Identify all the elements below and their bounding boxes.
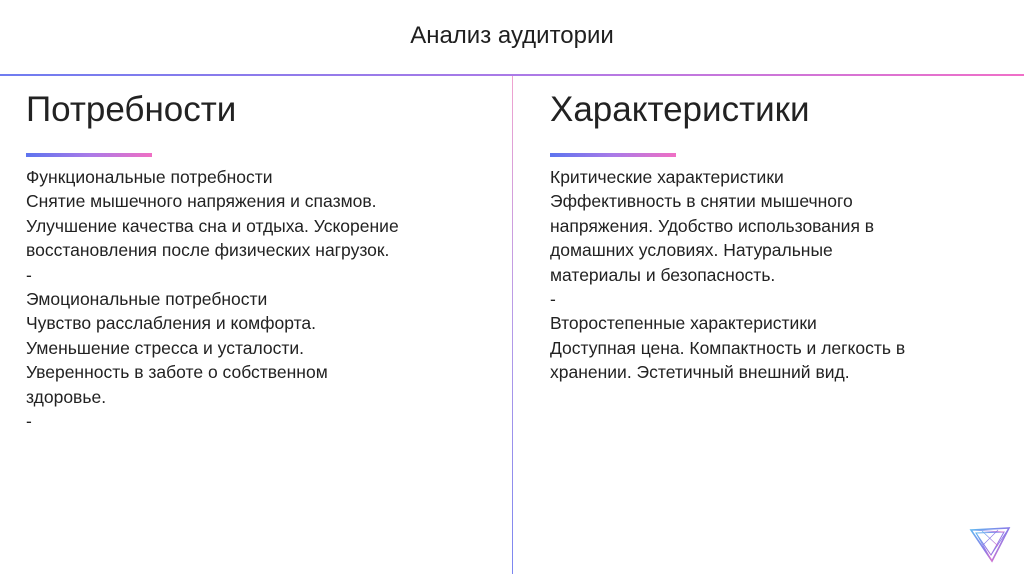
characteristics-line: домашних условиях. Натуральные: [550, 240, 833, 261]
needs-text: [26, 165, 476, 433]
characteristics-line: Эффективность в снятии мышечного: [550, 191, 853, 212]
characteristics-line: напряжения. Удобство использования в: [550, 215, 875, 236]
characteristics-column: [550, 80, 1000, 385]
characteristics-line: Второстепенные характеристики: [550, 313, 817, 334]
needs-accent-bar: [26, 153, 152, 157]
needs-line: Снятие мышечного напряжения и спазмов.: [26, 191, 377, 212]
characteristics-line: материалы и безопасность.: [550, 264, 776, 285]
characteristics-line: хранении. Эстетичный внешний вид.: [550, 362, 850, 383]
needs-line: Уменьшение стресса и усталости.: [26, 337, 305, 358]
needs-line: Эмоциональные потребности: [26, 289, 268, 310]
column-divider: [512, 76, 513, 574]
needs-line: восстановления после физических нагрузок.: [26, 240, 390, 261]
needs-line: -: [26, 411, 32, 432]
characteristics-text: [550, 165, 1000, 385]
needs-line: -: [26, 264, 32, 285]
characteristics-line: -: [550, 289, 556, 310]
needs-line: Улучшение качества сна и отдыха. Ускорение: [26, 215, 399, 236]
slide-title: Анализ аудитории: [410, 22, 614, 49]
needs-line: здоровье.: [26, 386, 107, 407]
needs-heading: Потребности: [26, 90, 237, 129]
needs-line: Функциональные потребности: [26, 167, 273, 187]
characteristics-heading: Характеристики: [550, 90, 810, 129]
characteristics-line: Критические характеристики: [550, 167, 784, 187]
characteristics-accent-bar: [550, 153, 676, 157]
needs-line: Чувство расслабления и комфорта.: [26, 313, 316, 334]
characteristics-line: Доступная цена. Компактность и легкость в: [550, 337, 906, 358]
triangle-mesh-logo-icon: [968, 524, 1012, 564]
needs-column: [26, 80, 476, 433]
needs-line: Уверенность в заботе о собственном: [26, 362, 328, 383]
